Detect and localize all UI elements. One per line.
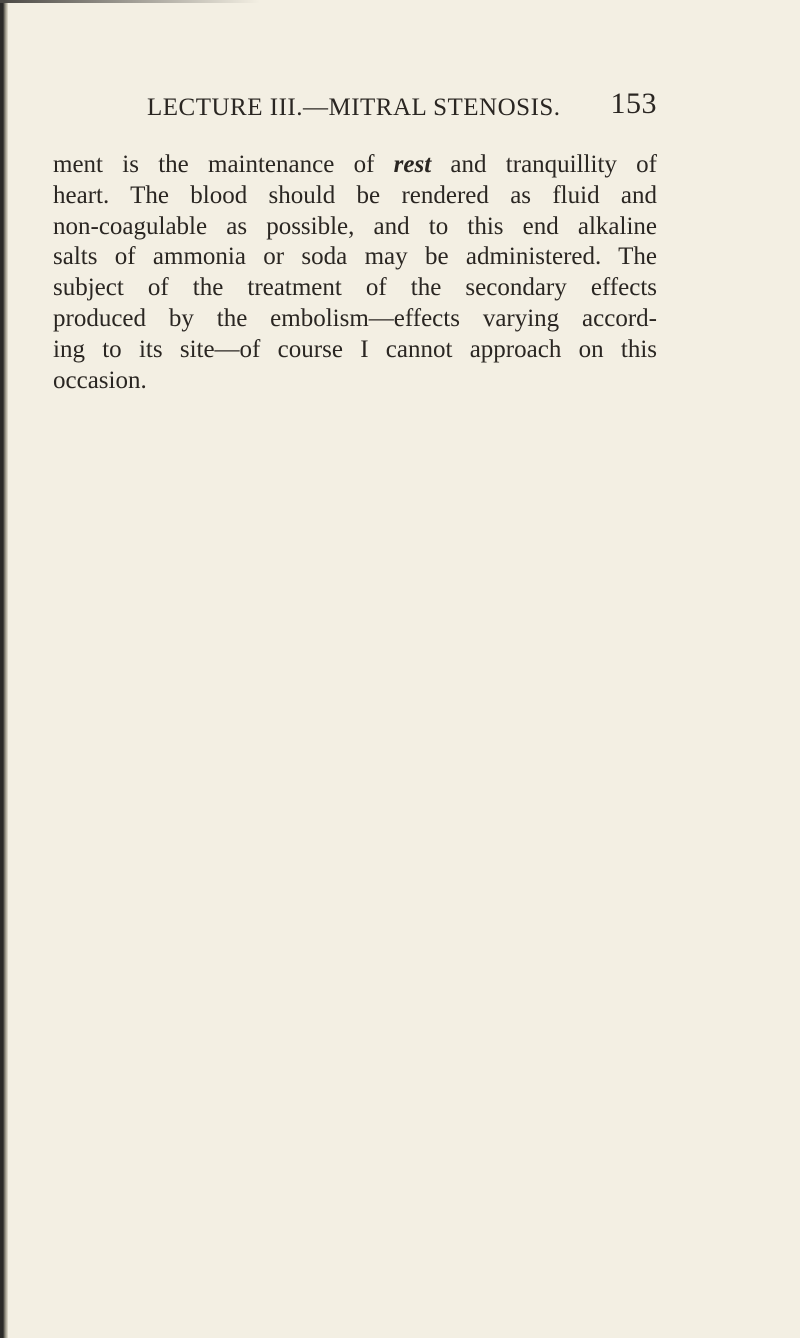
body-paragraph <box>53 150 657 396</box>
page-binding-edge <box>0 0 8 1338</box>
text-line-3: non-coagulable as possible, and to this end alkaline <box>53 212 657 240</box>
emphasized-word: rest <box>393 151 432 178</box>
text-line-6: produced by the embolism—effects varying accord- <box>53 304 657 332</box>
running-head <box>147 88 657 128</box>
text-line-1: ment is the maintenance of rest and tranquillity of <box>53 151 657 178</box>
page-top-shadow <box>0 0 260 3</box>
text-line-8: occasion. <box>53 366 147 394</box>
running-title: LECTURE III.—MITRAL STENOSIS. <box>147 94 561 121</box>
text-line-7: ing to its site—of course I cannot approach on this <box>53 335 657 363</box>
page-number: 153 <box>610 87 657 120</box>
text-line-5: subject of the treatment of the secondary effects <box>53 274 657 302</box>
text-line-2: heart. The blood should be rendered as fluid and <box>53 181 657 209</box>
text-line-4: salts of ammonia or soda may be administered. The <box>53 243 657 271</box>
